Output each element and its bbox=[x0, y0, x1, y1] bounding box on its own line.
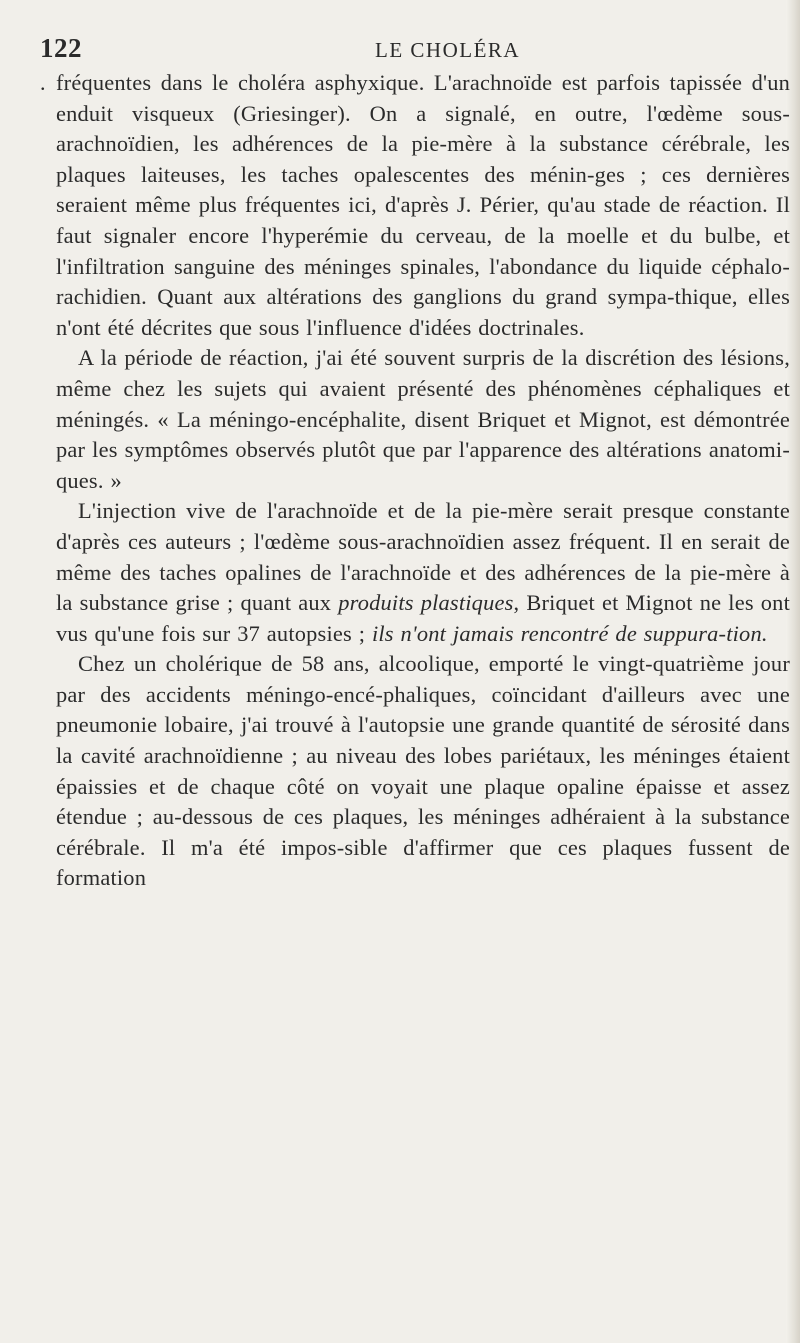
page-number: 122 bbox=[40, 33, 82, 63]
paragraph-3 bbox=[56, 496, 790, 649]
margin-mark: . bbox=[40, 70, 46, 95]
paragraph-4: Chez un cholérique de 58 ans, alcoolique, emporté le vingt-quatrième jour par des accidents méningo-encé-phaliques, coïncidant d'ailleurs avec une pneumonie lobaire, j'ai trouvé à l'autopsie une grande quantité de sérosité dans la cavité arachnoïdienne ; au niveau des lobes pariétaux, les méninges étaient épaissies et de chaque côté on voyait une plaque opaline épaisse et assez étendue ; au-dessous de ces plaques, les méninges adhéraient à la substance cérébrale. Il m'a été impos-sible d'affirmer que ces plaques fussent de formation bbox=[56, 651, 790, 891]
paragraph-3-part-c: , Briquet et Mignot ne les ont vus qu'une fois sur 37 autopsies ; bbox=[56, 590, 790, 646]
paragraph-2: A la période de réaction, j'ai été souvent surpris de la discrétion des lésions, même chez les sujets qui avaient présenté des phénomènes céphaliques et méningés. « La méningo-encéphalite, disent Briquet et Mignot, est démontrée par les symptômes observés plutôt que par l'apparence des altérations anatomi-ques. » bbox=[56, 345, 790, 493]
italic-produits-plastiques: produits plastiques bbox=[338, 590, 514, 616]
running-head: LE CHOLÉRA bbox=[375, 38, 521, 62]
body-text bbox=[56, 68, 790, 894]
page-header bbox=[40, 33, 740, 63]
paragraph-1: fréquentes dans le choléra asphyxique. L'arachnoïde est parfois tapissée d'un enduit visqueux (Griesinger). On a signalé, en outre, l'œdème sous-arachnoïdien, les adhérences de la pie-mère à la substance cérébrale, les plaques laiteuses, les taches opalescentes des ménin-ges ; ces dernières seraient même plus fréquentes ici, d'après J. Périer, qu'au stade de réaction. Il faut signaler encore l'hyperémie du cerveau, de la moelle et du bulbe, et l'infiltration sanguine des méninges spinales, l'abondance du liquide céphalo-rachidien. Quant aux altérations des ganglions du grand sympa-thique, elles n'ont été décrites que sous l'influence d'idées doctrinales. bbox=[56, 70, 790, 340]
italic-suppuration: ils n'ont jamais rencontré de suppura-tion. bbox=[371, 620, 768, 646]
paragraph-3-part-a: L'injection vive de l'arachnoïde et de la pie-mère serait presque constante d'après ces auteurs ; l'œdème sous-arachnoïdien assez fréquent. Il en serait de même des taches opalines de l'arachnoïde et des adhérences de la pie-mère à la substance grise ; quant aux bbox=[56, 498, 790, 616]
